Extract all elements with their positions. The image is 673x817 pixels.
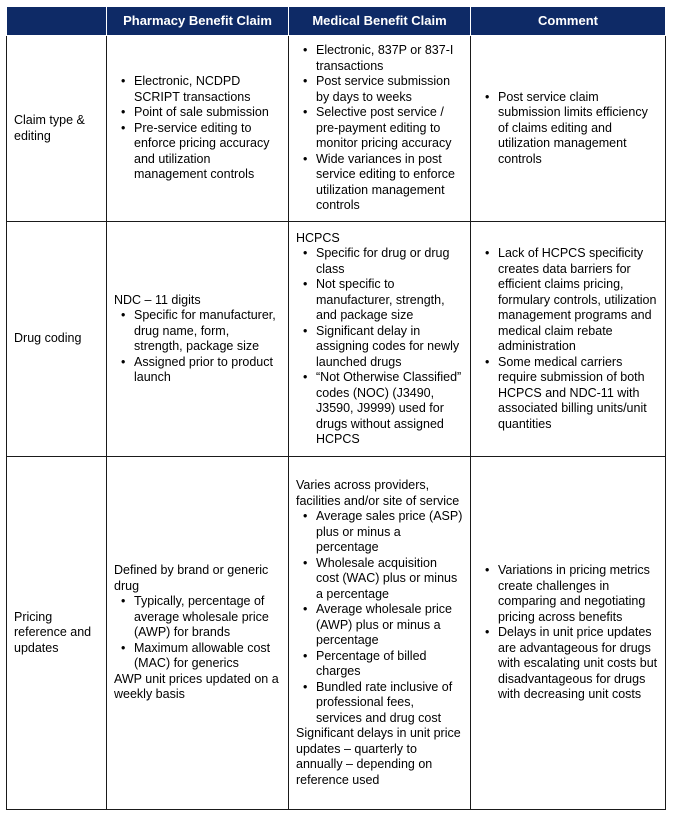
bullet-item: • “Not Otherwise Classified” codes (NOC) (J3490, J3590, J9999) used for drugs without assigned HCPCS [316, 370, 463, 448]
bullet-item: • Maximum allowable cost (MAC) for generics [134, 641, 281, 672]
cell-lead-text: Varies across providers, facilities and/or site of service [296, 478, 460, 508]
cell-trailing-text: AWP unit prices updated on a weekly basis [114, 671, 279, 702]
bullet-item: • Post service submission by days to weeks [316, 74, 463, 105]
row-claim-type [7, 36, 666, 222]
row-label: Pricing reference and updates [7, 457, 107, 810]
bullet-item: • Significant delay in assigning codes for newly launched drugs [316, 324, 463, 371]
cell-lead-text: NDC – 11 digits [114, 292, 201, 307]
bullet-item: • Percentage of billed charges [316, 649, 463, 680]
bullet-item: • Assigned prior to product launch [134, 355, 281, 386]
bullet-list [296, 509, 463, 726]
bullet-list [114, 594, 281, 672]
bullet-item: • Pre-service editing to enforce pricing accuracy and utilization management controls [134, 121, 281, 183]
bullet-item: • Specific for drug or drug class [316, 246, 463, 277]
bullet-list [114, 74, 281, 183]
medical-cell [289, 222, 471, 457]
medical-cell [289, 457, 471, 810]
bullet-item: • Lack of HCPCS specificity creates data barriers for efficient claims pricing, formulary controls, utilization management programs and medical claim rebate administration [498, 246, 658, 355]
header-comment: Comment [471, 7, 666, 36]
bullet-list [478, 90, 658, 168]
row-label: Drug coding [7, 222, 107, 457]
row-label: Claim type & editing [7, 36, 107, 222]
header-row [7, 7, 666, 36]
comment-cell [471, 222, 666, 457]
bullet-item: • Typically, percentage of average wholesale price (AWP) for brands [134, 594, 281, 641]
bullet-item: • Not specific to manufacturer, strength, and package size [316, 277, 463, 324]
bullet-item: • Specific for manufacturer, drug name, form, strength, package size [134, 308, 281, 355]
pharmacy-cell [107, 36, 289, 222]
bullet-item: • Delays in unit price updates are advantageous for drugs with escalating unit costs but disadvantageous for drugs with decreasing unit costs [498, 625, 658, 703]
benefit-comparison-table [6, 6, 666, 810]
comment-cell [471, 36, 666, 222]
row-drug-coding [7, 222, 666, 457]
bullet-list [114, 308, 281, 386]
row-pricing-reference [7, 457, 666, 810]
bullet-item: • Average sales price (ASP) plus or minus a percentage [316, 509, 463, 556]
header-medical: Medical Benefit Claim [289, 7, 471, 36]
bullet-list [296, 43, 463, 214]
bullet-item: • Some medical carriers require submission of both HCPCS and NDC-11 with associated billing units/unit quantities [498, 355, 658, 433]
bullet-item: • Wholesale acquisition cost (WAC) plus or minus a percentage [316, 556, 463, 603]
bullet-item: • Post service claim submission limits efficiency of claims editing and utilization management controls [498, 90, 658, 168]
bullet-item: • Variations in pricing metrics create challenges in comparing and negotiating pricing across benefits [498, 563, 658, 625]
bullet-list [478, 246, 658, 432]
bullet-item: • Bundled rate inclusive of professional fees, services and drug cost [316, 680, 463, 727]
header-row-label [7, 7, 107, 36]
comment-cell [471, 457, 666, 810]
bullet-list [478, 563, 658, 703]
bullet-item: • Electronic, NCDPD SCRIPT transactions [134, 74, 281, 105]
cell-lead-text: HCPCS [296, 230, 340, 245]
cell-lead-text: Defined by brand or generic drug [114, 563, 269, 593]
bullet-item: • Selective post service / pre-payment editing to monitor pricing accuracy [316, 105, 463, 152]
header-pharmacy: Pharmacy Benefit Claim [107, 7, 289, 36]
bullet-item: • Average wholesale price (AWP) plus or minus a percentage [316, 602, 463, 649]
pharmacy-cell [107, 222, 289, 457]
cell-trailing-text: Significant delays in unit price updates – quarterly to annually – depending on reference used [296, 726, 461, 787]
bullet-item: • Electronic, 837P or 837-I transactions [316, 43, 463, 74]
bullet-item: • Point of sale submission [134, 105, 281, 121]
medical-cell [289, 36, 471, 222]
pharmacy-cell [107, 457, 289, 810]
bullet-item: • Wide variances in post service editing to enforce utilization management controls [316, 152, 463, 214]
bullet-list [296, 246, 463, 448]
